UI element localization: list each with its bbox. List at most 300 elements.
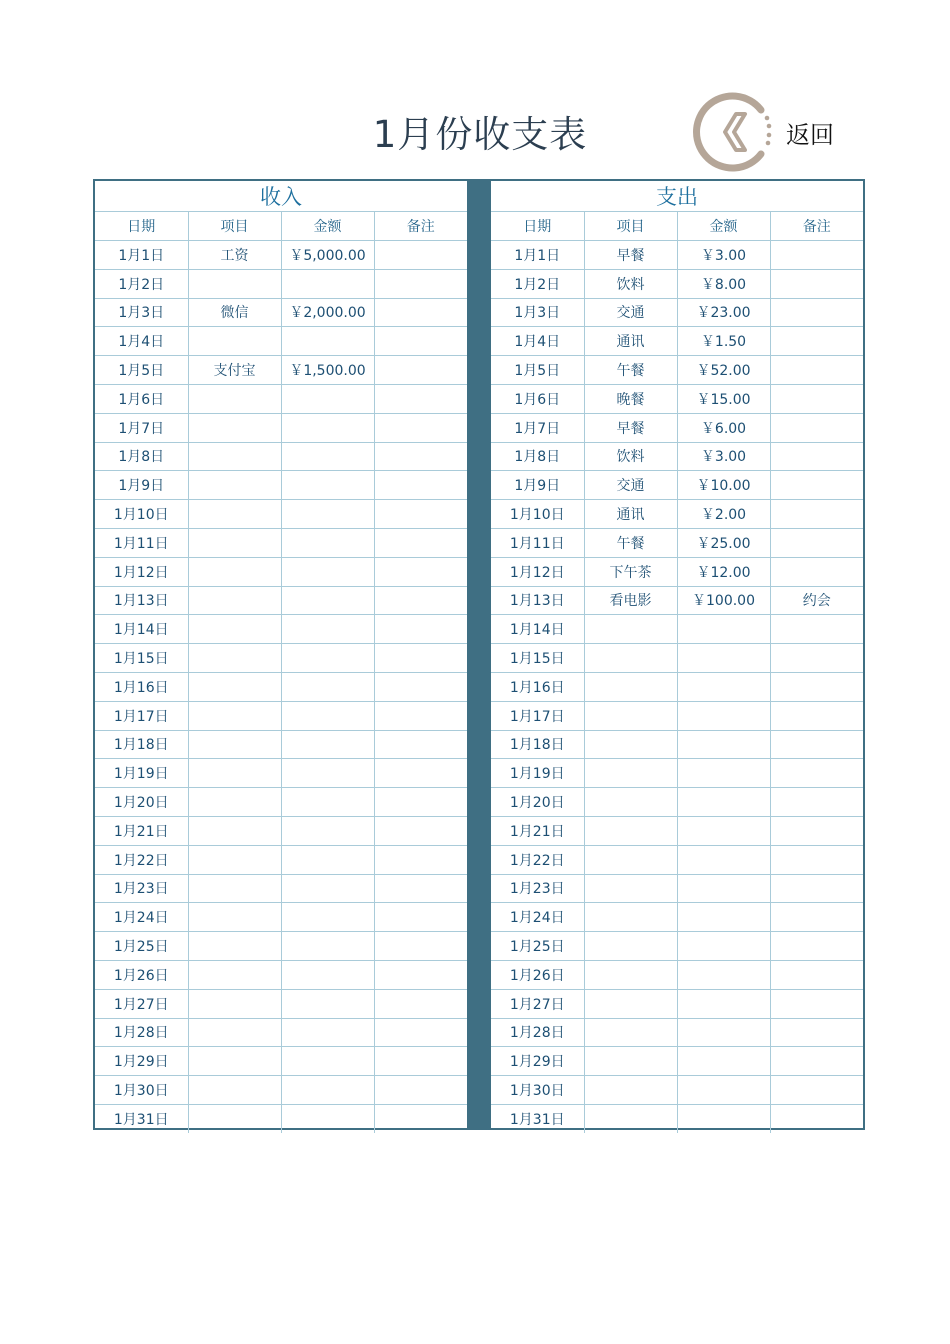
expense-cell-item[interactable] [584,874,677,903]
income-cell-item[interactable] [188,586,281,615]
expense-cell-note[interactable] [770,557,863,586]
income-cell-amount[interactable] [281,384,374,413]
income-cell-item[interactable] [188,615,281,644]
income-cell-amount[interactable] [281,788,374,817]
income-cell-item[interactable]: 支付宝 [188,356,281,385]
income-cell-note[interactable] [374,500,467,529]
expense-cell-item[interactable]: 午餐 [584,528,677,557]
expense-cell-amount[interactable] [677,845,770,874]
income-cell-date[interactable]: 1月30日 [95,1076,188,1105]
income-cell-note[interactable] [374,874,467,903]
income-cell-note[interactable] [374,528,467,557]
income-cell-date[interactable]: 1月22日 [95,845,188,874]
expense-cell-note[interactable] [770,1076,863,1105]
income-cell-amount[interactable] [281,644,374,673]
income-cell-note[interactable] [374,356,467,385]
expense-cell-item[interactable]: 通讯 [584,327,677,356]
income-cell-item[interactable] [188,442,281,471]
expense-cell-amount[interactable] [677,903,770,932]
expense-cell-item[interactable]: 早餐 [584,241,677,270]
expense-cell-date[interactable]: 1月17日 [491,701,584,730]
income-cell-amount[interactable] [281,615,374,644]
income-cell-date[interactable]: 1月2日 [95,269,188,298]
expense-cell-date[interactable]: 1月9日 [491,471,584,500]
income-table-row [95,500,467,529]
expense-cell-note[interactable] [770,413,863,442]
income-cell-item[interactable] [188,932,281,961]
income-cell-item[interactable] [188,1076,281,1105]
expense-cell-amount[interactable]: ￥8.00 [677,269,770,298]
expense-table-row [491,960,863,989]
expense-cell-item[interactable] [584,932,677,961]
income-cell-amount[interactable] [281,701,374,730]
income-cell-amount[interactable] [281,269,374,298]
expense-table-row [491,644,863,673]
expense-cell-item[interactable] [584,1047,677,1076]
income-cell-date[interactable]: 1月10日 [95,500,188,529]
income-cell-date[interactable]: 1月1日 [95,241,188,270]
expense-cell-note[interactable] [770,701,863,730]
expense-cell-item[interactable] [584,788,677,817]
expense-cell-item[interactable] [584,1018,677,1047]
income-cell-item[interactable] [188,672,281,701]
income-cell-note[interactable] [374,960,467,989]
expense-cell-date[interactable]: 1月18日 [491,730,584,759]
expense-cell-item[interactable]: 交通 [584,298,677,327]
income-panel [95,181,467,1128]
expense-cell-note[interactable] [770,384,863,413]
income-cell-item[interactable] [188,500,281,529]
income-cell-note[interactable] [374,1047,467,1076]
expense-cell-note[interactable] [770,672,863,701]
income-cell-date[interactable]: 1月13日 [95,586,188,615]
expense-cell-amount[interactable]: ￥12.00 [677,557,770,586]
expense-cell-amount[interactable] [677,701,770,730]
income-cell-note[interactable] [374,1076,467,1105]
expense-cell-date[interactable]: 1月12日 [491,557,584,586]
income-cell-amount[interactable] [281,759,374,788]
expense-cell-amount[interactable]: ￥1.50 [677,327,770,356]
expense-cell-date[interactable]: 1月24日 [491,903,584,932]
income-cell-note[interactable] [374,644,467,673]
expense-cell-amount[interactable]: ￥3.00 [677,241,770,270]
expense-cell-date[interactable]: 1月21日 [491,816,584,845]
income-cell-amount[interactable] [281,1104,374,1132]
income-header-note: 备注 [374,212,467,241]
income-cell-note[interactable] [374,298,467,327]
income-table-row [95,298,467,327]
expense-table-row [491,356,863,385]
expense-cell-date[interactable]: 1月22日 [491,845,584,874]
expense-cell-date[interactable]: 1月4日 [491,327,584,356]
expense-cell-note[interactable] [770,615,863,644]
income-table-row [95,1047,467,1076]
income-table-row [95,903,467,932]
expense-cell-amount[interactable]: ￥25.00 [677,528,770,557]
expense-cell-date[interactable]: 1月2日 [491,269,584,298]
expense-cell-note[interactable] [770,816,863,845]
back-chevron-icon[interactable] [688,90,772,174]
income-cell-item[interactable] [188,528,281,557]
income-cell-amount[interactable]: ￥2,000.00 [281,298,374,327]
expense-cell-note[interactable] [770,1047,863,1076]
income-cell-item[interactable] [188,269,281,298]
expense-cell-item[interactable] [584,701,677,730]
expense-cell-note[interactable] [770,327,863,356]
expense-cell-date[interactable]: 1月23日 [491,874,584,903]
expense-cell-item[interactable]: 通讯 [584,500,677,529]
income-cell-amount[interactable] [281,960,374,989]
income-cell-amount[interactable] [281,672,374,701]
income-cell-note[interactable] [374,471,467,500]
expense-table-row [491,874,863,903]
income-cell-amount[interactable] [281,413,374,442]
income-cell-item[interactable]: 工资 [188,241,281,270]
expense-cell-date[interactable]: 1月30日 [491,1076,584,1105]
expense-cell-amount[interactable]: ￥100.00 [677,586,770,615]
expense-cell-note[interactable] [770,730,863,759]
expense-cell-amount[interactable] [677,759,770,788]
expense-cell-item[interactable]: 饮料 [584,269,677,298]
income-cell-note[interactable] [374,730,467,759]
expense-cell-note[interactable] [770,442,863,471]
income-cell-amount[interactable] [281,730,374,759]
expense-cell-amount[interactable]: ￥10.00 [677,471,770,500]
income-cell-item[interactable] [188,845,281,874]
income-cell-note[interactable] [374,615,467,644]
expense-cell-item[interactable] [584,845,677,874]
expense-cell-note[interactable] [770,471,863,500]
income-cell-amount[interactable] [281,845,374,874]
expense-table-row [491,672,863,701]
expense-cell-date[interactable]: 1月10日 [491,500,584,529]
income-cell-date[interactable]: 1月9日 [95,471,188,500]
income-cell-amount[interactable] [281,1018,374,1047]
income-cell-item[interactable] [188,471,281,500]
expense-cell-item[interactable] [584,903,677,932]
expense-cell-item[interactable]: 看电影 [584,586,677,615]
expense-cell-amount[interactable] [677,1104,770,1132]
income-cell-note[interactable] [374,442,467,471]
expense-cell-date[interactable]: 1月29日 [491,1047,584,1076]
expense-cell-date[interactable]: 1月14日 [491,615,584,644]
expense-cell-note[interactable] [770,644,863,673]
expense-cell-item[interactable] [584,1076,677,1105]
income-cell-item[interactable] [188,701,281,730]
expense-cell-amount[interactable] [677,1018,770,1047]
income-cell-date[interactable]: 1月20日 [95,788,188,817]
expense-cell-date[interactable]: 1月3日 [491,298,584,327]
expense-cell-item[interactable] [584,730,677,759]
income-cell-date[interactable]: 1月7日 [95,413,188,442]
income-cell-date[interactable]: 1月14日 [95,615,188,644]
expense-cell-item[interactable] [584,1104,677,1132]
income-cell-note[interactable] [374,241,467,270]
income-cell-date[interactable]: 1月17日 [95,701,188,730]
income-cell-amount[interactable] [281,586,374,615]
income-cell-note[interactable] [374,759,467,788]
expense-cell-note[interactable] [770,960,863,989]
income-cell-date[interactable]: 1月25日 [95,932,188,961]
income-cell-amount[interactable]: ￥5,000.00 [281,241,374,270]
expense-cell-note[interactable] [770,269,863,298]
expense-table [491,181,863,1133]
expense-cell-amount[interactable] [677,730,770,759]
expense-cell-date[interactable]: 1月11日 [491,528,584,557]
income-cell-date[interactable]: 1月8日 [95,442,188,471]
expense-cell-amount[interactable] [677,816,770,845]
income-cell-amount[interactable] [281,471,374,500]
income-cell-item[interactable] [188,903,281,932]
income-cell-note[interactable] [374,327,467,356]
expense-table-row [491,413,863,442]
income-table-row [95,471,467,500]
expense-table-row [491,1076,863,1105]
expense-cell-amount[interactable]: ￥2.00 [677,500,770,529]
expense-cell-amount[interactable]: ￥52.00 [677,356,770,385]
income-header-amount: 金额 [281,212,374,241]
income-cell-item[interactable] [188,1018,281,1047]
income-cell-date[interactable]: 1月12日 [95,557,188,586]
expense-cell-amount[interactable]: ￥15.00 [677,384,770,413]
income-cell-item[interactable] [188,384,281,413]
income-table-row [95,932,467,961]
expense-cell-amount[interactable] [677,788,770,817]
income-cell-amount[interactable]: ￥1,500.00 [281,356,374,385]
expense-cell-amount[interactable] [677,960,770,989]
income-cell-amount[interactable] [281,989,374,1018]
expense-cell-amount[interactable] [677,672,770,701]
expense-cell-date[interactable]: 1月6日 [491,384,584,413]
income-cell-date[interactable]: 1月28日 [95,1018,188,1047]
income-header-item: 项目 [188,212,281,241]
income-cell-date[interactable]: 1月16日 [95,672,188,701]
expense-table-row [491,327,863,356]
expense-table-row [491,384,863,413]
expense-table-row [491,759,863,788]
income-cell-item[interactable] [188,557,281,586]
expense-cell-amount[interactable] [677,1047,770,1076]
income-cell-item[interactable]: 微信 [188,298,281,327]
income-table-row [95,615,467,644]
expense-cell-date[interactable]: 1月8日 [491,442,584,471]
expense-cell-note[interactable] [770,1104,863,1132]
income-cell-amount[interactable] [281,903,374,932]
expense-cell-note[interactable] [770,241,863,270]
expense-table-row [491,903,863,932]
income-cell-note[interactable] [374,413,467,442]
expense-cell-item[interactable]: 下午茶 [584,557,677,586]
expense-table-row [491,989,863,1018]
income-cell-item[interactable] [188,730,281,759]
expense-cell-item[interactable]: 午餐 [584,356,677,385]
income-cell-amount[interactable] [281,1047,374,1076]
expense-cell-item[interactable]: 饮料 [584,442,677,471]
income-cell-item[interactable] [188,788,281,817]
expense-cell-date[interactable]: 1月25日 [491,932,584,961]
income-table-row [95,672,467,701]
income-cell-note[interactable] [374,1104,467,1132]
expense-cell-item[interactable]: 晚餐 [584,384,677,413]
income-table-row [95,989,467,1018]
expense-cell-item[interactable]: 交通 [584,471,677,500]
income-table-row [95,413,467,442]
income-cell-date[interactable]: 1月11日 [95,528,188,557]
expense-table-row [491,816,863,845]
expense-table-row [491,241,863,270]
income-cell-amount[interactable] [281,327,374,356]
expense-cell-date[interactable]: 1月7日 [491,413,584,442]
expense-table-row [491,1047,863,1076]
expense-table-row [491,269,863,298]
expense-cell-date[interactable]: 1月5日 [491,356,584,385]
income-cell-note[interactable] [374,269,467,298]
expense-cell-date[interactable]: 1月28日 [491,1018,584,1047]
expense-cell-amount[interactable] [677,644,770,673]
expense-cell-amount[interactable]: ￥6.00 [677,413,770,442]
expense-cell-date[interactable]: 1月31日 [491,1104,584,1132]
income-cell-item[interactable] [188,644,281,673]
expense-panel [491,181,863,1128]
income-cell-amount[interactable] [281,932,374,961]
income-cell-note[interactable] [374,903,467,932]
expense-cell-item[interactable] [584,615,677,644]
income-cell-note[interactable] [374,701,467,730]
income-table-row [95,788,467,817]
income-cell-amount[interactable] [281,557,374,586]
expense-cell-note[interactable]: 约会 [770,586,863,615]
expense-cell-date[interactable]: 1月15日 [491,644,584,673]
expense-cell-amount[interactable] [677,615,770,644]
income-table-row [95,442,467,471]
income-cell-note[interactable] [374,816,467,845]
income-cell-item[interactable] [188,960,281,989]
income-cell-date[interactable]: 1月29日 [95,1047,188,1076]
expense-cell-note[interactable] [770,903,863,932]
income-table-row [95,241,467,270]
expense-cell-date[interactable]: 1月20日 [491,788,584,817]
income-table-row [95,701,467,730]
income-cell-amount[interactable] [281,816,374,845]
expense-cell-note[interactable] [770,989,863,1018]
expense-cell-date[interactable]: 1月26日 [491,960,584,989]
income-cell-note[interactable] [374,989,467,1018]
income-cell-date[interactable]: 1月31日 [95,1104,188,1132]
income-table-row [95,269,467,298]
income-cell-item[interactable] [188,1104,281,1132]
expense-cell-date[interactable]: 1月1日 [491,241,584,270]
income-cell-note[interactable] [374,1018,467,1047]
expense-cell-date[interactable]: 1月16日 [491,672,584,701]
expense-cell-note[interactable] [770,1018,863,1047]
expense-cell-note[interactable] [770,528,863,557]
expense-cell-note[interactable] [770,759,863,788]
expense-cell-note[interactable] [770,874,863,903]
income-cell-amount[interactable] [281,442,374,471]
income-table-row [95,586,467,615]
income-cell-item[interactable] [188,989,281,1018]
income-cell-date[interactable]: 1月23日 [95,874,188,903]
expense-cell-date[interactable]: 1月27日 [491,989,584,1018]
income-cell-item[interactable] [188,1047,281,1076]
income-cell-date[interactable]: 1月26日 [95,960,188,989]
expense-cell-item[interactable] [584,672,677,701]
expense-cell-date[interactable]: 1月19日 [491,759,584,788]
income-cell-date[interactable]: 1月18日 [95,730,188,759]
expense-cell-amount[interactable] [677,989,770,1018]
ledger-frame [93,179,865,1130]
expense-cell-amount[interactable]: ￥3.00 [677,442,770,471]
income-cell-note[interactable] [374,845,467,874]
income-cell-note[interactable] [374,557,467,586]
expense-cell-amount[interactable] [677,1076,770,1105]
income-cell-note[interactable] [374,788,467,817]
expense-cell-amount[interactable] [677,874,770,903]
expense-cell-note[interactable] [770,788,863,817]
income-table-row [95,845,467,874]
income-cell-date[interactable]: 1月19日 [95,759,188,788]
expense-cell-note[interactable] [770,500,863,529]
expense-cell-note[interactable] [770,298,863,327]
expense-header-item: 项目 [584,212,677,241]
income-cell-note[interactable] [374,586,467,615]
income-table-row [95,816,467,845]
income-cell-amount[interactable] [281,874,374,903]
expense-cell-item[interactable]: 早餐 [584,413,677,442]
income-section-title: 收入 [95,181,467,212]
income-table-row [95,356,467,385]
income-cell-item[interactable] [188,413,281,442]
income-cell-note[interactable] [374,672,467,701]
income-cell-date[interactable]: 1月5日 [95,356,188,385]
income-table-row [95,874,467,903]
expense-cell-note[interactable] [770,845,863,874]
expense-table-row [491,1104,863,1132]
income-cell-amount[interactable] [281,528,374,557]
back-link[interactable]: 返回 [786,121,834,149]
expense-cell-date[interactable]: 1月13日 [491,586,584,615]
income-cell-item[interactable] [188,874,281,903]
income-cell-item[interactable] [188,327,281,356]
income-cell-date[interactable]: 1月24日 [95,903,188,932]
income-cell-amount[interactable] [281,500,374,529]
income-cell-date[interactable]: 1月15日 [95,644,188,673]
expense-cell-item[interactable] [584,759,677,788]
income-cell-date[interactable]: 1月3日 [95,298,188,327]
income-cell-note[interactable] [374,932,467,961]
income-cell-date[interactable]: 1月4日 [95,327,188,356]
income-cell-date[interactable]: 1月6日 [95,384,188,413]
income-cell-amount[interactable] [281,1076,374,1105]
income-cell-item[interactable] [188,759,281,788]
expense-cell-amount[interactable] [677,932,770,961]
income-cell-date[interactable]: 1月21日 [95,816,188,845]
expense-cell-note[interactable] [770,932,863,961]
income-cell-date[interactable]: 1月27日 [95,989,188,1018]
expense-cell-amount[interactable]: ￥23.00 [677,298,770,327]
expense-table-row [491,471,863,500]
income-cell-item[interactable] [188,816,281,845]
expense-cell-item[interactable] [584,816,677,845]
expense-cell-item[interactable] [584,960,677,989]
expense-cell-item[interactable] [584,989,677,1018]
income-table-row [95,960,467,989]
expense-cell-item[interactable] [584,644,677,673]
expense-table-row [491,586,863,615]
income-table-row [95,384,467,413]
income-cell-note[interactable] [374,384,467,413]
expense-cell-note[interactable] [770,356,863,385]
